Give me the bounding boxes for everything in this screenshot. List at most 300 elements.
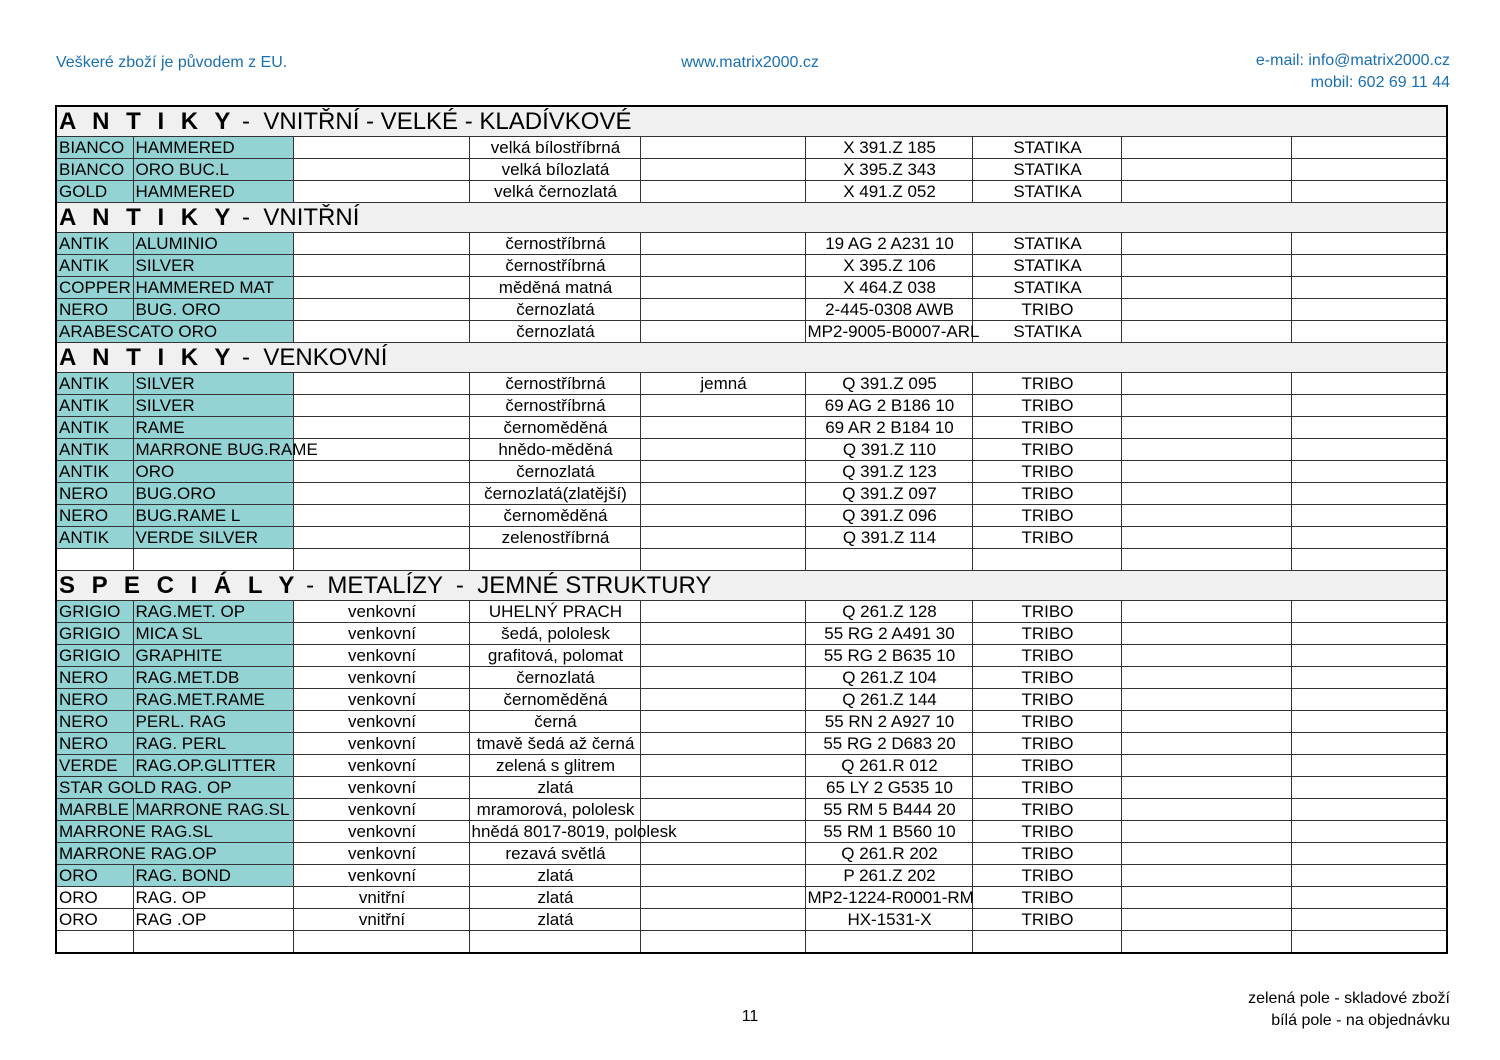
section-header (56, 343, 1447, 373)
empty-cell (1291, 439, 1447, 461)
color-family-cell: BIANCO (56, 137, 133, 159)
empty-cell (293, 931, 469, 954)
color-name-cell: MARRONE RAG.SL (56, 821, 293, 843)
color-variant-cell: RAG.MET.RAME (133, 689, 293, 711)
color-variant-cell: BUG. ORO (133, 299, 293, 321)
application-cell: TRIBO (972, 395, 1121, 417)
note-cell (640, 711, 805, 733)
application-cell: TRIBO (972, 623, 1121, 645)
description-cell: UHELNÝ PRACH (469, 601, 640, 623)
table-row (56, 461, 1447, 483)
color-family-cell: NERO (56, 689, 133, 711)
empty-cell (1291, 733, 1447, 755)
table-row (56, 821, 1447, 843)
empty-cell (1291, 645, 1447, 667)
description-cell: rezavá světlá (469, 843, 640, 865)
color-family-cell: GRIGIO (56, 645, 133, 667)
application-cell: STATIKA (972, 181, 1121, 203)
product-code-cell: Q 261.R 202 (805, 843, 972, 865)
table-row (56, 299, 1447, 321)
description-cell: černozlatá (469, 299, 640, 321)
empty-cell (1291, 417, 1447, 439)
empty-cell (56, 931, 133, 954)
note-cell (640, 799, 805, 821)
table-row (56, 865, 1447, 887)
empty-cell (1291, 689, 1447, 711)
description-cell: šedá, pololesk (469, 623, 640, 645)
color-variant-cell: MARRONE BUG.RAME (133, 439, 293, 461)
product-code-cell: 55 RG 2 B635 10 (805, 645, 972, 667)
product-code-cell: 19 AG 2 A231 10 (805, 233, 972, 255)
empty-cell (640, 549, 805, 571)
application-cell: TRIBO (972, 711, 1121, 733)
note-cell (640, 461, 805, 483)
color-variant-cell: VERDE SILVER (133, 527, 293, 549)
usage-cell (293, 527, 469, 549)
legend-green: zelená pole - skladové zboží (1248, 990, 1450, 1007)
application-cell: TRIBO (972, 461, 1121, 483)
empty-cell (56, 549, 133, 571)
usage-cell (293, 181, 469, 203)
application-cell: TRIBO (972, 887, 1121, 909)
color-variant-cell: RAME (133, 417, 293, 439)
note-cell (640, 865, 805, 887)
product-code-cell: X 395.Z 106 (805, 255, 972, 277)
product-code-cell: HX-1531-X (805, 909, 972, 931)
description-cell: mramorová, pololesk (469, 799, 640, 821)
section-header (56, 571, 1447, 601)
description-cell: tmavě šedá až černá (469, 733, 640, 755)
empty-cell (1291, 549, 1447, 571)
table-row (56, 733, 1447, 755)
note-cell (640, 689, 805, 711)
description-cell: černostříbrná (469, 255, 640, 277)
application-cell: TRIBO (972, 799, 1121, 821)
description-cell: zlatá (469, 887, 640, 909)
usage-cell (293, 439, 469, 461)
application-cell: STATIKA (972, 137, 1121, 159)
description-cell: černoměděná (469, 689, 640, 711)
table-row (56, 755, 1447, 777)
table-row (56, 373, 1447, 395)
product-code-cell: 69 AG 2 B186 10 (805, 395, 972, 417)
empty-cell (133, 549, 293, 571)
note-cell (640, 777, 805, 799)
description-cell: měděná matná (469, 277, 640, 299)
empty-cell (1121, 799, 1291, 821)
usage-cell: vnitřní (293, 909, 469, 931)
description-cell: velká bílostříbrná (469, 137, 640, 159)
color-variant-cell: RAG.OP.GLITTER (133, 755, 293, 777)
color-variant-cell: HAMMERED (133, 181, 293, 203)
empty-cell (1121, 483, 1291, 505)
section-title-rest: - VNITŘNÍ - VELKÉ - KLADÍVKOVÉ (235, 107, 632, 135)
color-family-cell: ANTIK (56, 233, 133, 255)
table-row (56, 623, 1447, 645)
color-family-cell: GOLD (56, 181, 133, 203)
note-cell (640, 159, 805, 181)
color-variant-cell: BUG.RAME L (133, 505, 293, 527)
application-cell: TRIBO (972, 299, 1121, 321)
color-variant-cell: MICA SL (133, 623, 293, 645)
empty-cell (1121, 373, 1291, 395)
application-cell: TRIBO (972, 439, 1121, 461)
usage-cell (293, 395, 469, 417)
color-variant-cell: ALUMINIO (133, 233, 293, 255)
empty-cell (1291, 799, 1447, 821)
section-header (56, 106, 1447, 137)
empty-cell (1291, 321, 1447, 343)
empty-cell (1121, 505, 1291, 527)
empty-cell (1291, 505, 1447, 527)
empty-cell (1121, 777, 1291, 799)
empty-cell (469, 549, 640, 571)
empty-row (56, 931, 1447, 954)
description-cell: černoměděná (469, 505, 640, 527)
note-cell (640, 321, 805, 343)
usage-cell: venkovní (293, 799, 469, 821)
product-code-cell: 55 RM 1 B560 10 (805, 821, 972, 843)
empty-cell (1291, 373, 1447, 395)
empty-cell (1291, 711, 1447, 733)
color-family-cell: NERO (56, 733, 133, 755)
description-cell: černostříbrná (469, 395, 640, 417)
empty-cell (1121, 461, 1291, 483)
empty-cell (1291, 137, 1447, 159)
empty-cell (1291, 483, 1447, 505)
empty-cell (1291, 277, 1447, 299)
note-cell (640, 233, 805, 255)
color-variant-cell: MARRONE RAG.SL (133, 799, 293, 821)
description-cell: zlatá (469, 909, 640, 931)
color-variant-cell: RAG.MET.DB (133, 667, 293, 689)
product-code-cell: 55 RG 2 D683 20 (805, 733, 972, 755)
empty-cell (1291, 299, 1447, 321)
empty-cell (1121, 277, 1291, 299)
empty-cell (133, 931, 293, 954)
color-variant-cell: RAG. OP (133, 887, 293, 909)
note-cell (640, 181, 805, 203)
application-cell: TRIBO (972, 417, 1121, 439)
usage-cell: venkovní (293, 777, 469, 799)
table-row (56, 689, 1447, 711)
description-cell: velká bílozlatá (469, 159, 640, 181)
section-title-bold: S P E C I Á L Y (59, 571, 300, 599)
note-cell (640, 527, 805, 549)
product-code-cell: X 395.Z 343 (805, 159, 972, 181)
section-header (56, 203, 1447, 233)
application-cell: STATIKA (972, 321, 1121, 343)
empty-cell (1121, 667, 1291, 689)
page-number: 11 (741, 1008, 759, 1025)
note-cell (640, 505, 805, 527)
color-family-cell: NERO (56, 711, 133, 733)
empty-cell (1291, 755, 1447, 777)
color-variant-cell: SILVER (133, 395, 293, 417)
header-email[interactable]: e-mail: info@matrix2000.cz (1255, 52, 1450, 69)
product-code-cell: X 464.Z 038 (805, 277, 972, 299)
note-cell (640, 843, 805, 865)
note-cell (640, 733, 805, 755)
table-row (56, 159, 1447, 181)
product-code-cell: 55 RN 2 A927 10 (805, 711, 972, 733)
description-cell: černozlatá(zlatější) (469, 483, 640, 505)
empty-cell (1121, 181, 1291, 203)
empty-cell (1291, 159, 1447, 181)
color-family-cell: ANTIK (56, 527, 133, 549)
table-row (56, 277, 1447, 299)
empty-cell (1121, 417, 1291, 439)
usage-cell: venkovní (293, 667, 469, 689)
empty-cell (1291, 843, 1447, 865)
table-row (56, 711, 1447, 733)
empty-cell (1291, 909, 1447, 931)
note-cell (640, 277, 805, 299)
application-cell: TRIBO (972, 821, 1121, 843)
color-variant-cell: ORO BUC.L (133, 159, 293, 181)
table-row (56, 645, 1447, 667)
product-code-cell: X 391.Z 185 (805, 137, 972, 159)
description-cell: zelená s glitrem (469, 755, 640, 777)
table-row (56, 505, 1447, 527)
usage-cell: venkovní (293, 865, 469, 887)
empty-cell (1121, 299, 1291, 321)
header-origin-note: Veškeré zboží je původem z EU. (56, 54, 288, 71)
empty-cell (1291, 527, 1447, 549)
section-title-bold: A N T I K Y (59, 343, 236, 371)
empty-cell (1121, 321, 1291, 343)
empty-cell (1291, 461, 1447, 483)
application-cell: TRIBO (972, 843, 1121, 865)
color-family-cell: ORO (56, 909, 133, 931)
color-variant-cell: GRAPHITE (133, 645, 293, 667)
empty-cell (1291, 931, 1447, 954)
table-row (56, 799, 1447, 821)
empty-cell (1121, 909, 1291, 931)
color-variant-cell: RAG.MET. OP (133, 601, 293, 623)
empty-cell (1121, 931, 1291, 954)
usage-cell (293, 137, 469, 159)
empty-cell (1121, 711, 1291, 733)
note-cell (640, 395, 805, 417)
usage-cell: venkovní (293, 755, 469, 777)
application-cell: TRIBO (972, 909, 1121, 931)
note-cell (640, 755, 805, 777)
application-cell: TRIBO (972, 667, 1121, 689)
application-cell: TRIBO (972, 483, 1121, 505)
empty-cell (1121, 255, 1291, 277)
section-title (56, 203, 1447, 233)
color-family-cell: ANTIK (56, 439, 133, 461)
product-code-cell: X 491.Z 052 (805, 181, 972, 203)
table-row (56, 137, 1447, 159)
product-code-cell: P 261.Z 202 (805, 865, 972, 887)
section-title-rest: - VNITŘNÍ (235, 203, 360, 231)
product-code-cell: 2-445-0308 AWB (805, 299, 972, 321)
description-cell: zelenostříbrná (469, 527, 640, 549)
table-row (56, 483, 1447, 505)
empty-cell (972, 931, 1121, 954)
empty-cell (1291, 667, 1447, 689)
note-cell (640, 255, 805, 277)
usage-cell: venkovní (293, 733, 469, 755)
usage-cell (293, 417, 469, 439)
usage-cell (293, 299, 469, 321)
application-cell: STATIKA (972, 233, 1121, 255)
color-family-cell: BIANCO (56, 159, 133, 181)
description-cell: velká černozlatá (469, 181, 640, 203)
application-cell: STATIKA (972, 277, 1121, 299)
table-row (56, 909, 1447, 931)
product-code-cell: 55 RG 2 A491 30 (805, 623, 972, 645)
product-table (55, 105, 1448, 954)
table-row (56, 843, 1447, 865)
product-code-cell: Q 391.Z 123 (805, 461, 972, 483)
note-cell (640, 667, 805, 689)
empty-cell (1121, 689, 1291, 711)
color-variant-cell: RAG. BOND (133, 865, 293, 887)
product-code-cell: 65 LY 2 G535 10 (805, 777, 972, 799)
color-family-cell: NERO (56, 299, 133, 321)
color-variant-cell: SILVER (133, 373, 293, 395)
color-family-cell: NERO (56, 505, 133, 527)
empty-cell (640, 931, 805, 954)
empty-cell (1121, 623, 1291, 645)
description-cell: černozlatá (469, 321, 640, 343)
section-title-bold: A N T I K Y (59, 203, 236, 231)
usage-cell: vnitřní (293, 887, 469, 909)
empty-cell (1291, 395, 1447, 417)
description-cell: černostříbrná (469, 373, 640, 395)
usage-cell (293, 159, 469, 181)
description-cell: grafitová, polomat (469, 645, 640, 667)
note-cell (640, 909, 805, 931)
usage-cell (293, 277, 469, 299)
empty-cell (1121, 137, 1291, 159)
note-cell (640, 887, 805, 909)
color-family-cell: ORO (56, 887, 133, 909)
empty-cell (1121, 233, 1291, 255)
application-cell: STATIKA (972, 255, 1121, 277)
product-code-cell: MP2-9005-B0007-ARL (805, 321, 972, 343)
table-row (56, 233, 1447, 255)
product-code-cell: MP2-1224-R0001-RM (805, 887, 972, 909)
color-variant-cell: HAMMERED (133, 137, 293, 159)
color-family-cell: VERDE (56, 755, 133, 777)
usage-cell: venkovní (293, 821, 469, 843)
application-cell: TRIBO (972, 527, 1121, 549)
color-name-cell: MARRONE RAG.OP (56, 843, 293, 865)
usage-cell (293, 373, 469, 395)
note-cell (640, 645, 805, 667)
color-family-cell: GRIGIO (56, 601, 133, 623)
table-row (56, 181, 1447, 203)
header-contacts (1256, 50, 1450, 94)
section-title-rest: - METALÍZY - JEMNÉ STRUKTURY (299, 571, 712, 599)
product-code-cell: 55 RM 5 B444 20 (805, 799, 972, 821)
usage-cell: venkovní (293, 843, 469, 865)
color-family-cell: GRIGIO (56, 623, 133, 645)
application-cell: TRIBO (972, 865, 1121, 887)
empty-cell (293, 549, 469, 571)
application-cell: TRIBO (972, 755, 1121, 777)
product-code-cell: Q 391.Z 097 (805, 483, 972, 505)
empty-cell (1121, 733, 1291, 755)
section-title-rest: - VENKOVNÍ (235, 343, 388, 371)
table-row (56, 395, 1447, 417)
description-cell: hnědá 8017-8019, pololesk (469, 821, 640, 843)
color-variant-cell: RAG. PERL (133, 733, 293, 755)
color-variant-cell: RAG .OP (133, 909, 293, 931)
empty-cell (1121, 887, 1291, 909)
description-cell: zlatá (469, 777, 640, 799)
application-cell: TRIBO (972, 777, 1121, 799)
empty-cell (1121, 395, 1291, 417)
note-cell (640, 299, 805, 321)
description-cell: černozlatá (469, 667, 640, 689)
product-code-cell: Q 391.Z 114 (805, 527, 972, 549)
product-code-cell: Q 391.Z 095 (805, 373, 972, 395)
usage-cell (293, 321, 469, 343)
description-cell: hnědo-měděná (469, 439, 640, 461)
application-cell: TRIBO (972, 733, 1121, 755)
description-cell: černostříbrná (469, 233, 640, 255)
table-row (56, 417, 1447, 439)
color-family-cell: NERO (56, 483, 133, 505)
color-family-cell: NERO (56, 667, 133, 689)
description-cell: černoměděná (469, 417, 640, 439)
application-cell: TRIBO (972, 373, 1121, 395)
table-row (56, 527, 1447, 549)
usage-cell (293, 505, 469, 527)
empty-cell (1291, 623, 1447, 645)
color-name-cell: STAR GOLD RAG. OP (56, 777, 293, 799)
usage-cell: venkovní (293, 645, 469, 667)
color-family-cell: ANTIK (56, 373, 133, 395)
table-row (56, 777, 1447, 799)
empty-cell (1121, 439, 1291, 461)
section-title (56, 106, 1447, 137)
description-cell: černozlatá (469, 461, 640, 483)
note-cell (640, 137, 805, 159)
empty-cell (1121, 549, 1291, 571)
empty-cell (972, 549, 1121, 571)
empty-row (56, 549, 1447, 571)
usage-cell (293, 483, 469, 505)
header-phone: mobil: 602 69 11 44 (1310, 74, 1450, 91)
table-row (56, 439, 1447, 461)
product-code-cell: Q 391.Z 110 (805, 439, 972, 461)
color-variant-cell: PERL. RAG (133, 711, 293, 733)
empty-cell (805, 931, 972, 954)
usage-cell (293, 461, 469, 483)
website-link[interactable]: www.matrix2000.cz (681, 54, 819, 71)
application-cell: TRIBO (972, 689, 1121, 711)
note-cell (640, 417, 805, 439)
product-code-cell: 69 AR 2 B184 10 (805, 417, 972, 439)
table-row (56, 321, 1447, 343)
product-code-cell: Q 261.Z 144 (805, 689, 972, 711)
color-family-cell: COPPER (56, 277, 133, 299)
empty-cell (1121, 821, 1291, 843)
application-cell: STATIKA (972, 159, 1121, 181)
note-cell (640, 483, 805, 505)
empty-cell (469, 931, 640, 954)
color-variant-cell: ORO (133, 461, 293, 483)
color-variant-cell: SILVER (133, 255, 293, 277)
application-cell: TRIBO (972, 601, 1121, 623)
empty-cell (1291, 255, 1447, 277)
